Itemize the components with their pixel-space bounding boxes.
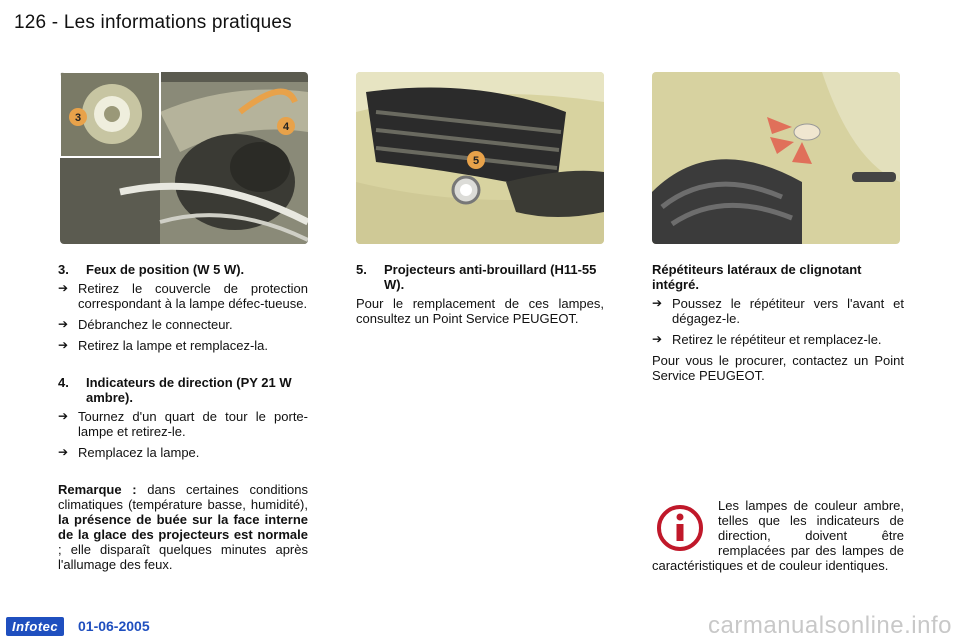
photo-fog-lamp (356, 72, 604, 244)
arrow-bullet-icon: ➔ (58, 445, 69, 459)
list-item (652, 332, 904, 347)
list-item (58, 317, 308, 332)
callout-5-label: 5 (472, 155, 480, 167)
remark-text-2: ; elle disparaît quelques minutes après l'allumage des feux. (58, 542, 308, 572)
page-header (14, 12, 292, 34)
photo-headlamp-rear (60, 72, 308, 244)
side-repeater-illustration (652, 72, 900, 244)
watermark: carmanualsonline.info (708, 612, 952, 639)
side-repeater-step-1: Poussez le répétiteur vers l'avant et dégagez-le. (672, 296, 904, 326)
section-5-heading (356, 262, 604, 292)
side-repeater-step-2: Retirez le répétiteur et remplacez-le. (672, 332, 882, 347)
list-item (58, 281, 308, 311)
remark-text-1: dans certaines conditions climatiques (température basse, humidité), (58, 482, 308, 512)
infotec-logo: Infotec (6, 617, 64, 636)
info-note-text: Les lampes de couleur ambre, telles que les indicateurs de direction, doivent être remplacées par des lampes de caractéristiques et de couleur identiques. (652, 498, 904, 573)
section-3-step-1: Retirez le couvercle de protection correspondant à la lampe défec-tueuse. (78, 281, 308, 311)
arrow-bullet-icon: ➔ (652, 296, 663, 310)
remark-paragraph (58, 482, 308, 572)
section-3-step-2: Débranchez le connecteur. (78, 317, 233, 332)
section-4-title: Indicateurs de direction (PY 21 W ambre). (86, 375, 292, 405)
info-icon (656, 504, 704, 552)
fog-lamp-illustration (356, 72, 604, 244)
page-title: Les informations pratiques (63, 12, 292, 33)
headlamp-rear-illustration (60, 72, 308, 244)
column-right (652, 262, 904, 389)
callout-3-label: 3 (74, 112, 82, 124)
column-middle (356, 262, 604, 332)
list-item (58, 338, 308, 353)
section-3-number: 3. (58, 262, 69, 277)
section-3-step-3: Retirez la lampe et remplacez-la. (78, 338, 269, 353)
side-repeater-title: Répétiteurs latéraux de clignotant intégré. (652, 262, 862, 292)
remark-bold-text: la présence de buée sur la face interne de la glace des projecteurs est normale (58, 512, 308, 542)
callout-4-label: 4 (282, 121, 290, 133)
footer-date: 01-06-2005 (78, 618, 150, 634)
section-3-title: Feux de position (W 5 W). (86, 262, 245, 277)
section-3-heading (58, 262, 308, 277)
section-4-step-1: Tournez d'un quart de tour le porte-lampe et retirez-le. (78, 409, 308, 439)
arrow-bullet-icon: ➔ (652, 332, 663, 346)
arrow-bullet-icon: ➔ (58, 409, 69, 423)
section-4-step-2: Remplacez la lampe. (78, 445, 200, 460)
page-number: 126 (14, 12, 47, 33)
list-item (58, 409, 308, 439)
section-4-number: 4. (58, 375, 69, 390)
side-repeater-text: Pour vous le procurer, contactez un Point Service PEUGEOT. (652, 353, 904, 383)
photo-side-repeater (652, 72, 900, 244)
arrow-bullet-icon: ➔ (58, 281, 69, 295)
arrow-bullet-icon: ➔ (58, 338, 69, 352)
list-item (58, 445, 308, 460)
section-5-title: Projecteurs anti-brouillard (H11-55 W). (384, 262, 597, 292)
section-4-heading (58, 375, 308, 405)
header-separator: - (51, 12, 59, 33)
info-note (652, 498, 904, 573)
column-left (58, 262, 308, 578)
section-5-text: Pour le remplacement de ces lampes, consultez un Point Service PEUGEOT. (356, 296, 604, 326)
remark-label: Remarque : (58, 482, 137, 497)
section-5-number: 5. (356, 262, 367, 277)
arrow-bullet-icon: ➔ (58, 317, 69, 331)
list-item (652, 296, 904, 326)
